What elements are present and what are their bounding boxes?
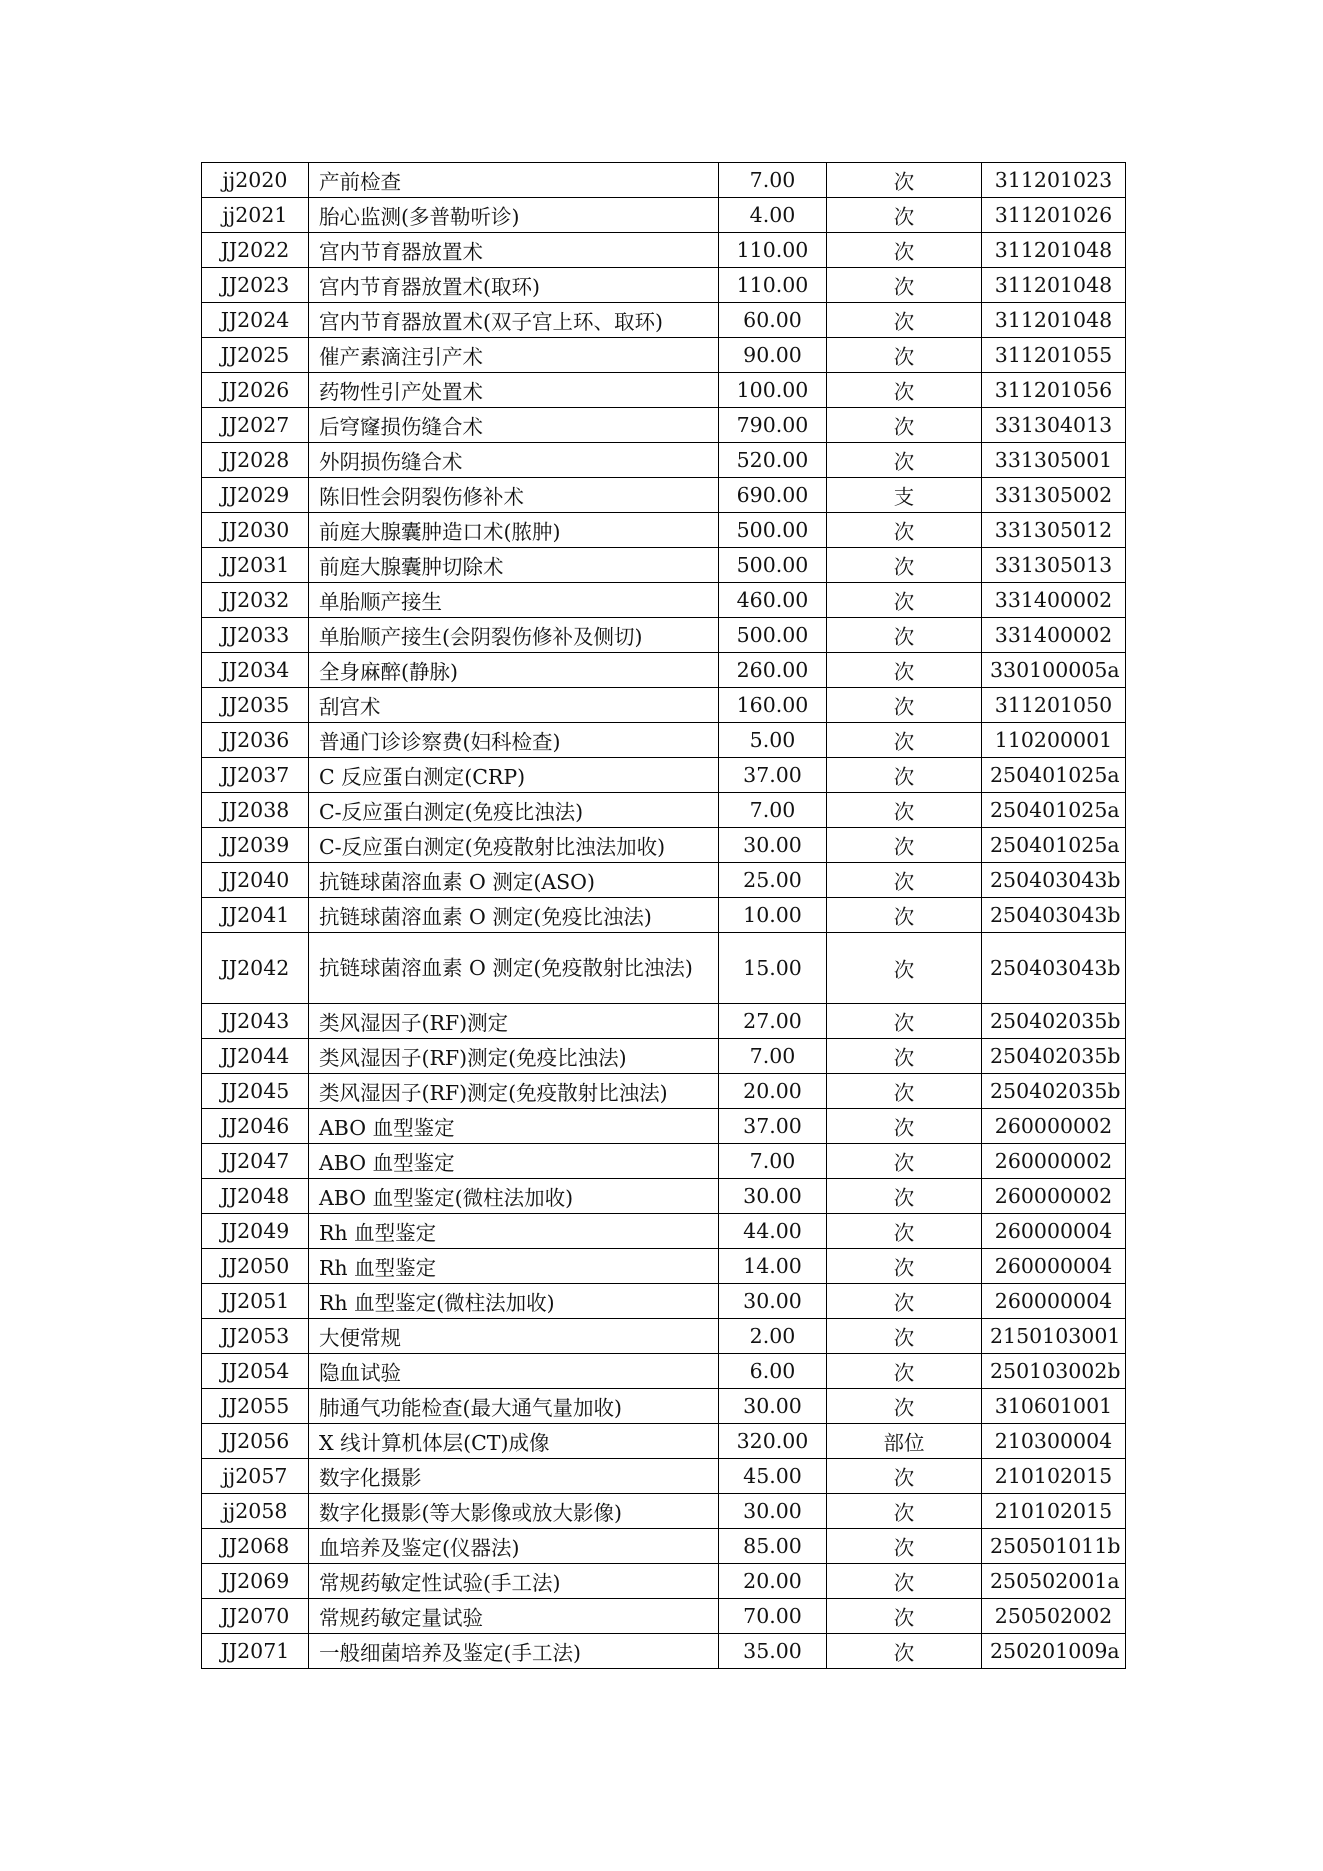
- table-row: [202, 1284, 1126, 1319]
- table-row: [202, 1319, 1126, 1354]
- standard-code-cell: 311201026: [982, 198, 1126, 233]
- item-code-cell: JJ2040: [202, 863, 309, 898]
- item-code-cell: JJ2050: [202, 1249, 309, 1284]
- unit-cell: 次: [827, 338, 982, 373]
- table-row: [202, 1389, 1126, 1424]
- standard-code-cell: 250403043b: [982, 933, 1126, 1004]
- unit-cell: 次: [827, 1074, 982, 1109]
- item-name-cell: 药物性引产处置术: [309, 373, 719, 408]
- standard-code-cell: 260000002: [982, 1109, 1126, 1144]
- item-code-cell: JJ2049: [202, 1214, 309, 1249]
- unit-cell: 次: [827, 303, 982, 338]
- table-row: [202, 513, 1126, 548]
- table-row: [202, 793, 1126, 828]
- standard-code-cell: 311201048: [982, 233, 1126, 268]
- standard-code-cell: 331400002: [982, 618, 1126, 653]
- price-cell: 6.00: [719, 1354, 827, 1389]
- standard-code-cell: 331305012: [982, 513, 1126, 548]
- item-name-cell: 单胎顺产接生: [309, 583, 719, 618]
- item-code-cell: JJ2039: [202, 828, 309, 863]
- item-name-cell: 宫内节育器放置术(取环): [309, 268, 719, 303]
- standard-code-cell: 210300004: [982, 1424, 1126, 1459]
- price-cell: 7.00: [719, 1144, 827, 1179]
- standard-code-cell: 2150103001: [982, 1319, 1126, 1354]
- item-name-cell: 前庭大腺囊肿造口术(脓肿): [309, 513, 719, 548]
- item-name-cell: 普通门诊诊察费(妇科检查): [309, 723, 719, 758]
- table-row: [202, 1249, 1126, 1284]
- item-code-cell: JJ2047: [202, 1144, 309, 1179]
- unit-cell: 次: [827, 1354, 982, 1389]
- item-code-cell: JJ2069: [202, 1564, 309, 1599]
- item-code-cell: JJ2028: [202, 443, 309, 478]
- unit-cell: 次: [827, 688, 982, 723]
- price-cell: 500.00: [719, 513, 827, 548]
- price-cell: 500.00: [719, 548, 827, 583]
- price-cell: 690.00: [719, 478, 827, 513]
- price-cell: 20.00: [719, 1564, 827, 1599]
- standard-code-cell: 330100005a: [982, 653, 1126, 688]
- item-name-cell: 宫内节育器放置术: [309, 233, 719, 268]
- item-code-cell: JJ2055: [202, 1389, 309, 1424]
- item-code-cell: JJ2030: [202, 513, 309, 548]
- item-name-cell: 常规药敏定量试验: [309, 1599, 719, 1634]
- price-cell: 10.00: [719, 898, 827, 933]
- table-row: [202, 1354, 1126, 1389]
- item-name-cell: 单胎顺产接生(会阴裂伤修补及侧切): [309, 618, 719, 653]
- unit-cell: 次: [827, 933, 982, 1004]
- table-row: [202, 653, 1126, 688]
- price-cell: 60.00: [719, 303, 827, 338]
- unit-cell: 次: [827, 513, 982, 548]
- item-name-cell: 产前检查: [309, 163, 719, 198]
- item-code-cell: JJ2038: [202, 793, 309, 828]
- item-name-cell: 大便常规: [309, 1319, 719, 1354]
- item-name-cell: ABO 血型鉴定(微柱法加收): [309, 1179, 719, 1214]
- unit-cell: 次: [827, 653, 982, 688]
- table-row: [202, 688, 1126, 723]
- standard-code-cell: 250401025a: [982, 758, 1126, 793]
- table-row: [202, 1039, 1126, 1074]
- table-row: [202, 933, 1126, 1004]
- standard-code-cell: 250501011b: [982, 1529, 1126, 1564]
- table-row: [202, 1529, 1126, 1564]
- item-name-cell: ABO 血型鉴定: [309, 1144, 719, 1179]
- item-code-cell: JJ2031: [202, 548, 309, 583]
- standard-code-cell: 250401025a: [982, 828, 1126, 863]
- item-code-cell: JJ2022: [202, 233, 309, 268]
- standard-code-cell: 250402035b: [982, 1004, 1126, 1039]
- item-code-cell: JJ2043: [202, 1004, 309, 1039]
- unit-cell: 部位: [827, 1424, 982, 1459]
- unit-cell: 次: [827, 1179, 982, 1214]
- item-code-cell: JJ2048: [202, 1179, 309, 1214]
- standard-code-cell: 311201023: [982, 163, 1126, 198]
- item-code-cell: JJ2023: [202, 268, 309, 303]
- unit-cell: 次: [827, 1214, 982, 1249]
- table-row: [202, 618, 1126, 653]
- item-name-cell: 催产素滴注引产术: [309, 338, 719, 373]
- unit-cell: 次: [827, 828, 982, 863]
- item-name-cell: 肺通气功能检查(最大通气量加收): [309, 1389, 719, 1424]
- standard-code-cell: 310601001: [982, 1389, 1126, 1424]
- price-cell: 520.00: [719, 443, 827, 478]
- unit-cell: 次: [827, 1564, 982, 1599]
- price-cell: 30.00: [719, 1179, 827, 1214]
- item-code-cell: jj2058: [202, 1494, 309, 1529]
- standard-code-cell: 260000004: [982, 1284, 1126, 1319]
- standard-code-cell: 250403043b: [982, 863, 1126, 898]
- standard-code-cell: 260000002: [982, 1179, 1126, 1214]
- item-code-cell: JJ2045: [202, 1074, 309, 1109]
- unit-cell: 次: [827, 1249, 982, 1284]
- unit-cell: 次: [827, 443, 982, 478]
- item-code-cell: JJ2056: [202, 1424, 309, 1459]
- price-cell: 85.00: [719, 1529, 827, 1564]
- table-row: [202, 1424, 1126, 1459]
- price-cell: 160.00: [719, 688, 827, 723]
- price-cell: 7.00: [719, 793, 827, 828]
- item-name-cell: 抗链球菌溶血素 O 测定(ASO): [309, 863, 719, 898]
- standard-code-cell: 260000004: [982, 1214, 1126, 1249]
- price-cell: 30.00: [719, 1494, 827, 1529]
- unit-cell: 次: [827, 793, 982, 828]
- item-name-cell: 类风湿因子(RF)测定(免疫散射比浊法): [309, 1074, 719, 1109]
- table-row: [202, 198, 1126, 233]
- price-cell: 70.00: [719, 1599, 827, 1634]
- price-cell: 500.00: [719, 618, 827, 653]
- standard-code-cell: 250403043b: [982, 898, 1126, 933]
- standard-code-cell: 331305013: [982, 548, 1126, 583]
- item-name-cell: 常规药敏定性试验(手工法): [309, 1564, 719, 1599]
- item-code-cell: JJ2032: [202, 583, 309, 618]
- table-row: [202, 1494, 1126, 1529]
- standard-code-cell: 331400002: [982, 583, 1126, 618]
- item-code-cell: JJ2025: [202, 338, 309, 373]
- table-row: [202, 583, 1126, 618]
- unit-cell: 次: [827, 758, 982, 793]
- table-row: [202, 1144, 1126, 1179]
- item-name-cell: 胎心监测(多普勒听诊): [309, 198, 719, 233]
- item-code-cell: JJ2029: [202, 478, 309, 513]
- table-row: [202, 268, 1126, 303]
- price-cell: 100.00: [719, 373, 827, 408]
- unit-cell: 次: [827, 198, 982, 233]
- unit-cell: 支: [827, 478, 982, 513]
- item-name-cell: 陈旧性会阴裂伤修补术: [309, 478, 719, 513]
- unit-cell: 次: [827, 1004, 982, 1039]
- item-name-cell: 外阴损伤缝合术: [309, 443, 719, 478]
- item-code-cell: JJ2026: [202, 373, 309, 408]
- unit-cell: 次: [827, 1459, 982, 1494]
- unit-cell: 次: [827, 1634, 982, 1669]
- table-row: [202, 1214, 1126, 1249]
- item-name-cell: 一般细菌培养及鉴定(手工法): [309, 1634, 719, 1669]
- item-name-cell: ABO 血型鉴定: [309, 1109, 719, 1144]
- fee-table-body: [202, 163, 1126, 1669]
- standard-code-cell: 331304013: [982, 408, 1126, 443]
- item-name-cell: 数字化摄影(等大影像或放大影像): [309, 1494, 719, 1529]
- item-name-cell: 数字化摄影: [309, 1459, 719, 1494]
- table-row: [202, 863, 1126, 898]
- price-cell: 30.00: [719, 1284, 827, 1319]
- unit-cell: 次: [827, 1144, 982, 1179]
- item-code-cell: JJ2068: [202, 1529, 309, 1564]
- table-row: [202, 723, 1126, 758]
- table-row: [202, 1074, 1126, 1109]
- standard-code-cell: 210102015: [982, 1459, 1126, 1494]
- standard-code-cell: 331305001: [982, 443, 1126, 478]
- table-row: [202, 1599, 1126, 1634]
- item-code-cell: JJ2024: [202, 303, 309, 338]
- unit-cell: 次: [827, 1599, 982, 1634]
- table-row: [202, 233, 1126, 268]
- unit-cell: 次: [827, 233, 982, 268]
- price-cell: 790.00: [719, 408, 827, 443]
- item-name-cell: 隐血试验: [309, 1354, 719, 1389]
- item-name-cell: 前庭大腺囊肿切除术: [309, 548, 719, 583]
- unit-cell: 次: [827, 408, 982, 443]
- item-code-cell: JJ2054: [202, 1354, 309, 1389]
- table-row: [202, 303, 1126, 338]
- item-code-cell: JJ2046: [202, 1109, 309, 1144]
- standard-code-cell: 311201056: [982, 373, 1126, 408]
- unit-cell: 次: [827, 1529, 982, 1564]
- price-cell: 27.00: [719, 1004, 827, 1039]
- fee-table: [201, 162, 1126, 1669]
- price-cell: 14.00: [719, 1249, 827, 1284]
- unit-cell: 次: [827, 618, 982, 653]
- table-row: [202, 1004, 1126, 1039]
- price-cell: 37.00: [719, 758, 827, 793]
- item-code-cell: JJ2044: [202, 1039, 309, 1074]
- unit-cell: 次: [827, 1109, 982, 1144]
- table-row: [202, 478, 1126, 513]
- standard-code-cell: 311201055: [982, 338, 1126, 373]
- item-code-cell: JJ2027: [202, 408, 309, 443]
- item-name-cell: 抗链球菌溶血素 O 测定(免疫散射比浊法): [309, 933, 719, 1004]
- item-code-cell: JJ2036: [202, 723, 309, 758]
- item-code-cell: jj2057: [202, 1459, 309, 1494]
- table-row: [202, 828, 1126, 863]
- price-cell: 110.00: [719, 233, 827, 268]
- item-code-cell: jj2021: [202, 198, 309, 233]
- item-code-cell: JJ2053: [202, 1319, 309, 1354]
- unit-cell: 次: [827, 373, 982, 408]
- unit-cell: 次: [827, 1284, 982, 1319]
- standard-code-cell: 250502001a: [982, 1564, 1126, 1599]
- table-row: [202, 1109, 1126, 1144]
- table-row: [202, 408, 1126, 443]
- price-cell: 7.00: [719, 1039, 827, 1074]
- item-name-cell: 刮宫术: [309, 688, 719, 723]
- item-name-cell: Rh 血型鉴定: [309, 1214, 719, 1249]
- unit-cell: 次: [827, 898, 982, 933]
- table-row: [202, 548, 1126, 583]
- item-name-cell: C-反应蛋白测定(免疫比浊法): [309, 793, 719, 828]
- unit-cell: 次: [827, 548, 982, 583]
- price-cell: 110.00: [719, 268, 827, 303]
- item-name-cell: 抗链球菌溶血素 O 测定(免疫比浊法): [309, 898, 719, 933]
- standard-code-cell: 110200001: [982, 723, 1126, 758]
- price-cell: 30.00: [719, 828, 827, 863]
- unit-cell: 次: [827, 583, 982, 618]
- price-cell: 460.00: [719, 583, 827, 618]
- price-cell: 25.00: [719, 863, 827, 898]
- item-name-cell: 全身麻醉(静脉): [309, 653, 719, 688]
- price-cell: 260.00: [719, 653, 827, 688]
- unit-cell: 次: [827, 268, 982, 303]
- item-name-cell: 类风湿因子(RF)测定(免疫比浊法): [309, 1039, 719, 1074]
- standard-code-cell: 250502002: [982, 1599, 1126, 1634]
- item-name-cell: 宫内节育器放置术(双子宫上环、取环): [309, 303, 719, 338]
- price-cell: 45.00: [719, 1459, 827, 1494]
- standard-code-cell: 311201050: [982, 688, 1126, 723]
- item-code-cell: JJ2070: [202, 1599, 309, 1634]
- price-cell: 20.00: [719, 1074, 827, 1109]
- table-row: [202, 373, 1126, 408]
- price-cell: 2.00: [719, 1319, 827, 1354]
- item-name-cell: C 反应蛋白测定(CRP): [309, 758, 719, 793]
- unit-cell: 次: [827, 1494, 982, 1529]
- standard-code-cell: 250401025a: [982, 793, 1126, 828]
- table-row: [202, 1564, 1126, 1599]
- item-name-cell: X 线计算机体层(CT)成像: [309, 1424, 719, 1459]
- unit-cell: 次: [827, 1039, 982, 1074]
- price-cell: 30.00: [719, 1389, 827, 1424]
- table-row: [202, 1634, 1126, 1669]
- item-code-cell: JJ2035: [202, 688, 309, 723]
- table-row: [202, 1179, 1126, 1214]
- standard-code-cell: 250402035b: [982, 1039, 1126, 1074]
- item-name-cell: 血培养及鉴定(仪器法): [309, 1529, 719, 1564]
- item-code-cell: JJ2071: [202, 1634, 309, 1669]
- item-name-cell: Rh 血型鉴定(微柱法加收): [309, 1284, 719, 1319]
- table-row: [202, 758, 1126, 793]
- price-cell: 4.00: [719, 198, 827, 233]
- item-code-cell: JJ2034: [202, 653, 309, 688]
- table-row: [202, 338, 1126, 373]
- price-cell: 5.00: [719, 723, 827, 758]
- unit-cell: 次: [827, 863, 982, 898]
- item-code-cell: JJ2037: [202, 758, 309, 793]
- price-cell: 15.00: [719, 933, 827, 1004]
- price-cell: 320.00: [719, 1424, 827, 1459]
- item-code-cell: JJ2042: [202, 933, 309, 1004]
- standard-code-cell: 331305002: [982, 478, 1126, 513]
- price-cell: 7.00: [719, 163, 827, 198]
- standard-code-cell: 250103002b: [982, 1354, 1126, 1389]
- unit-cell: 次: [827, 723, 982, 758]
- price-cell: 44.00: [719, 1214, 827, 1249]
- item-name-cell: 类风湿因子(RF)测定: [309, 1004, 719, 1039]
- table-row: [202, 898, 1126, 933]
- price-cell: 37.00: [719, 1109, 827, 1144]
- table-row: [202, 443, 1126, 478]
- item-code-cell: jj2020: [202, 163, 309, 198]
- price-cell: 35.00: [719, 1634, 827, 1669]
- standard-code-cell: 260000002: [982, 1144, 1126, 1179]
- standard-code-cell: 210102015: [982, 1494, 1126, 1529]
- item-name-cell: 后穹窿损伤缝合术: [309, 408, 719, 443]
- standard-code-cell: 250201009a: [982, 1634, 1126, 1669]
- item-code-cell: JJ2041: [202, 898, 309, 933]
- standard-code-cell: 311201048: [982, 268, 1126, 303]
- item-name-cell: C-反应蛋白测定(免疫散射比浊法加收): [309, 828, 719, 863]
- table-row: [202, 1459, 1126, 1494]
- standard-code-cell: 311201048: [982, 303, 1126, 338]
- unit-cell: 次: [827, 163, 982, 198]
- price-cell: 90.00: [719, 338, 827, 373]
- unit-cell: 次: [827, 1389, 982, 1424]
- item-name-cell: Rh 血型鉴定: [309, 1249, 719, 1284]
- item-code-cell: JJ2033: [202, 618, 309, 653]
- standard-code-cell: 260000004: [982, 1249, 1126, 1284]
- unit-cell: 次: [827, 1319, 982, 1354]
- standard-code-cell: 250402035b: [982, 1074, 1126, 1109]
- table-row: [202, 163, 1126, 198]
- item-code-cell: JJ2051: [202, 1284, 309, 1319]
